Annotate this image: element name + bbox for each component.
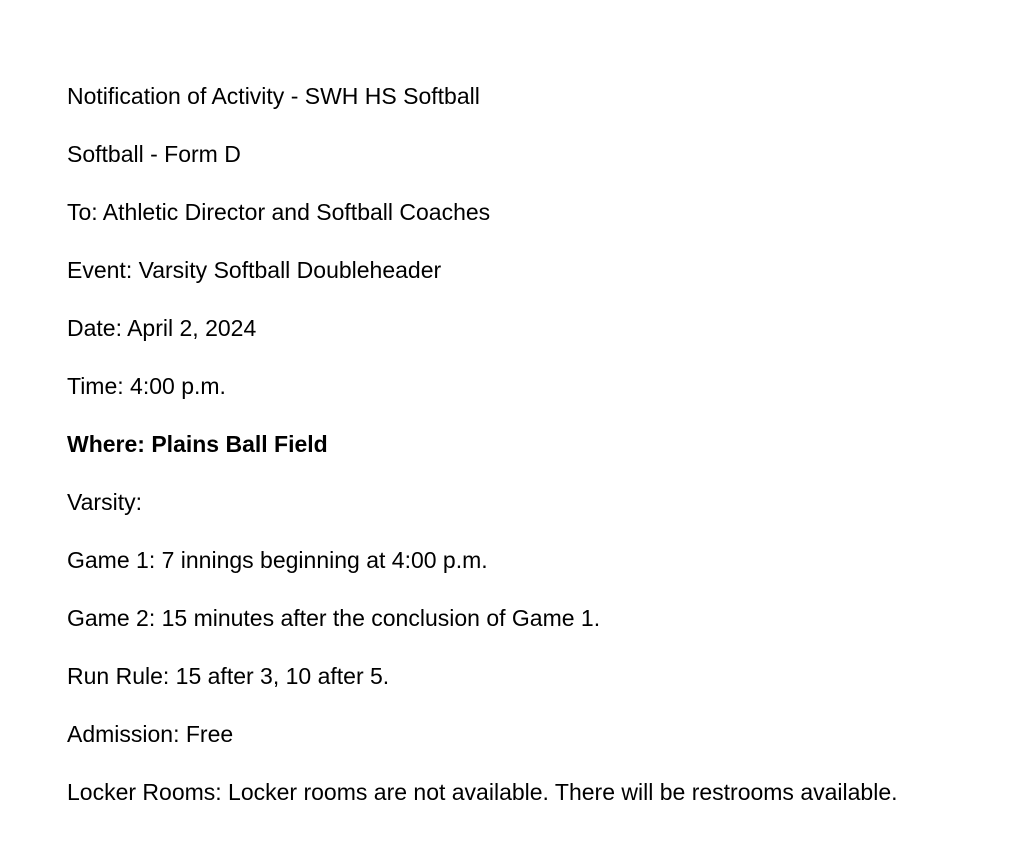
admission-line: Admission: Free bbox=[67, 721, 234, 747]
time-line: Time: 4:00 p.m. bbox=[67, 373, 226, 399]
where-line: Where: Plains Ball Field bbox=[67, 431, 328, 457]
document-heading: Notification of Activity - SWH HS Softball bbox=[67, 83, 480, 109]
to-line: To: Athletic Director and Softball Coaches bbox=[67, 199, 491, 225]
varsity-line: Varsity: bbox=[67, 489, 142, 515]
document-body bbox=[67, 81, 1007, 835]
form-line: Softball - Form D bbox=[67, 141, 241, 167]
game1-line: Game 1: 7 innings beginning at 4:00 p.m. bbox=[67, 547, 488, 573]
date-line: Date: April 2, 2024 bbox=[67, 315, 257, 341]
game2-line: Game 2: 15 minutes after the conclusion of Game 1. bbox=[67, 605, 601, 631]
run-rule-line: Run Rule: 15 after 3, 10 after 5. bbox=[67, 663, 390, 689]
event-line: Event: Varsity Softball Doubleheader bbox=[67, 257, 442, 283]
locker-rooms-line: Locker Rooms: Locker rooms are not available. There will be restrooms available. bbox=[67, 779, 898, 805]
